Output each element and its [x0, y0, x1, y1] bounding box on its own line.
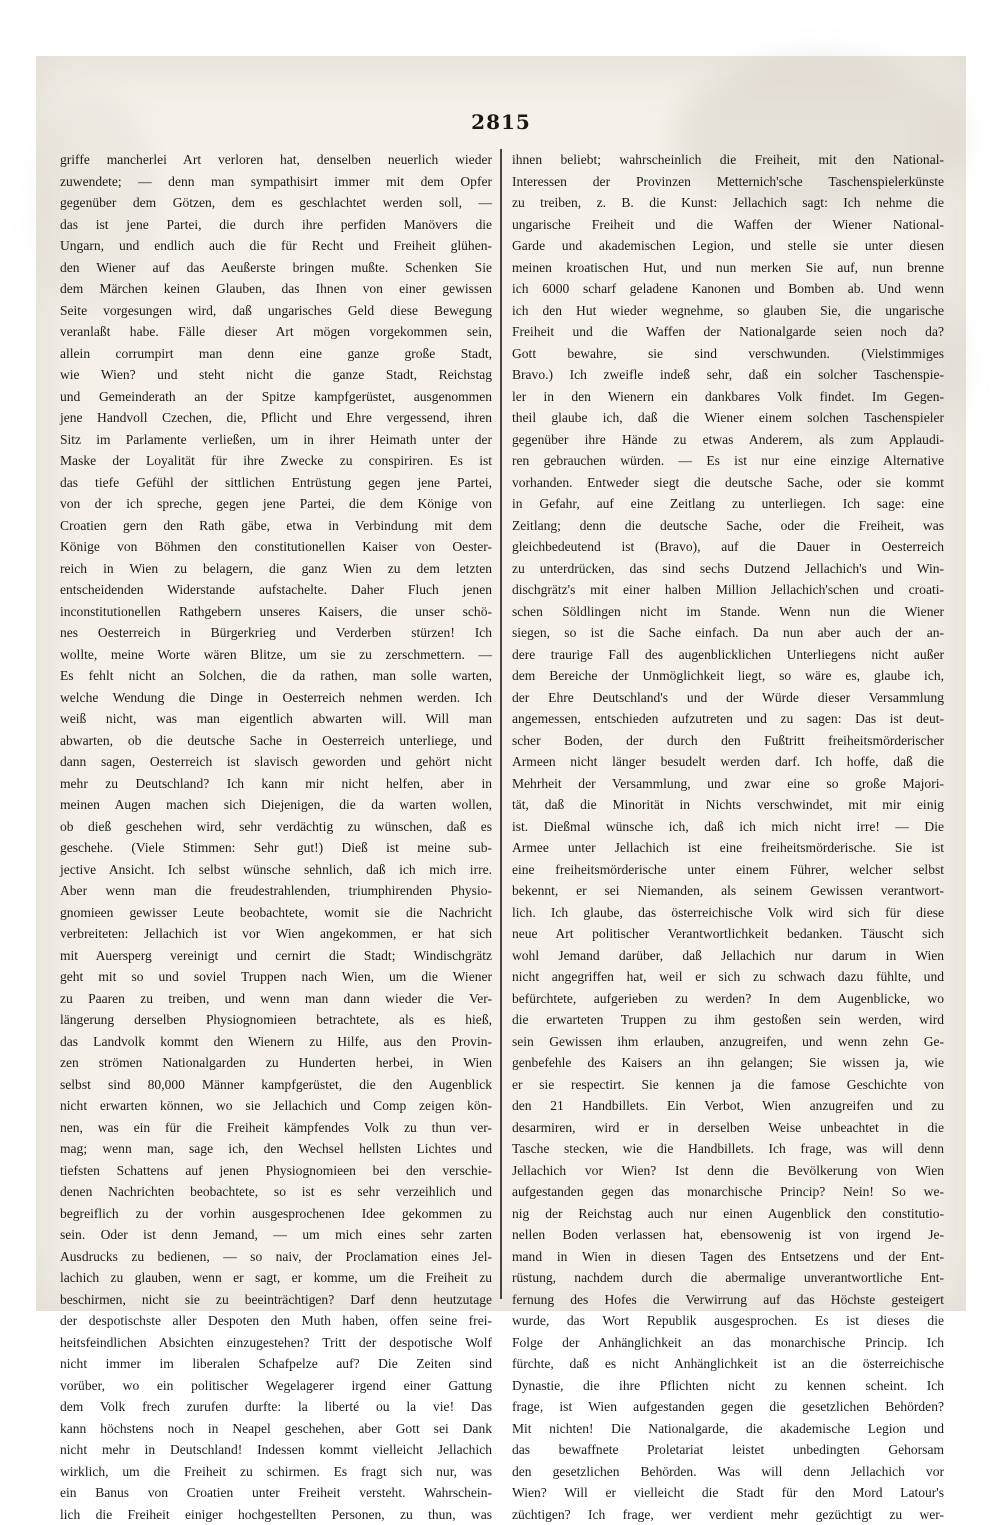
text-line: nicht angegriffen hat, weil er sich zu schwach dazu fühlte, und — [512, 966, 944, 988]
text-line: ein Banus von Croatien unter Freiheit versteht. Wahrschein- — [60, 1482, 492, 1504]
text-line: nicht immer im liberalen Schafpelze auf? Die Zeiten sind — [60, 1353, 492, 1375]
text-line: mand in Wien in diesen Tagen des Entsetzens und der Ent- — [512, 1246, 944, 1268]
text-line: Seite vorgesungen wird, daß ungarisches Geld diese Bewegung — [60, 300, 492, 322]
text-line: dem Volk frech zurufen durfte: la liberté ou la vie! Das — [60, 1396, 492, 1418]
text-line: geht mit so und soviel Truppen nach Wien, um die Wiener — [60, 966, 492, 988]
text-line: lich. Ich glaube, das österreichische Volk wird sich für diese — [512, 902, 944, 924]
text-line: bekennt, er sei Niemanden, als seinem Gewissen verantwort- — [512, 880, 944, 902]
text-line: jene Handvoll Czechen, die, Pflicht und Ehre vergessend, ihren — [60, 407, 492, 429]
text-line: ich 6000 scharf geladene Kanonen und Bomben ab. Und wenn — [512, 278, 944, 300]
text-line: Mehrheit der Versammlung, und zwar eine so große Majori- — [512, 773, 944, 795]
text-line: dere traurige Fall des augenblicklichen Unterliegens nicht außer — [512, 644, 944, 666]
text-line: das bewaffnete Proletariat leistet unbedingten Gehorsam — [512, 1439, 944, 1461]
text-line: jective Ansicht. Ich selbst wünsche sehnlich, daß ich mich irre. — [60, 859, 492, 881]
text-line: von der ich spreche, gegen jene Partei, die dem Könige von — [60, 493, 492, 515]
text-line: ren gebrauchen würden. — Es ist nur eine einzige Alternative — [512, 450, 944, 472]
text-line: ihnen beliebt; wahrscheinlich die Freiheit, mit den National- — [512, 149, 944, 171]
text-line: weiß nicht, was man eigentlich abwarten will. Will man — [60, 708, 492, 730]
page-sheet — [36, 56, 966, 1311]
text-line: in Gefahr, auf eine Zeitlang zu unterliegen. Ich sage: eine — [512, 493, 944, 515]
text-line: nig der Reichstag auch nur einen Augenblick den constitutio- — [512, 1203, 944, 1225]
text-line: der despotischste aller Despoten den Muth haben, offen seine frei- — [60, 1310, 492, 1332]
text-line: tät, daß die Minorität in Nichts verschwindet, mit mir einig — [512, 794, 944, 816]
text-line: heitsfeindlichen Absichten einzugestehen? Tritt der despotische Wolf — [60, 1332, 492, 1354]
text-line: wurde, das Wort Republik ausgesprochen. Es ist dieses die — [512, 1310, 944, 1332]
text-line: Armee unter Jellachich ist eine freiheitsmörderische. Sie ist — [512, 837, 944, 859]
text-line: das Landvolk kommt den Wienern zu Hilfe, aus den Provin- — [60, 1031, 492, 1053]
text-line: den gesetzlichen Behörden. Was will denn Jellachich vor — [512, 1461, 944, 1483]
text-line: kann höchstens noch in Neapel geschehen, aber Gott sei Dank — [60, 1418, 492, 1440]
text-line: mit Auersperg vereinigt und cernirt die Stadt; Windischgrätz — [60, 945, 492, 967]
text-line: verbreiteten: Jellachich ist vor Wien angekommen, er hat sich — [60, 923, 492, 945]
text-line: Freiheit und die Waffen der Nationalgarde seien noch da? — [512, 321, 944, 343]
text-line: nicht mehr in Deutschland! Indessen kommt vielleicht Jellachich — [60, 1439, 492, 1461]
text-line: aufgestanden gegen das monarchische Princip? Nein! So we- — [512, 1181, 944, 1203]
text-line: Bravo.) Ich zweifle indeß sehr, daß ein solcher Taschenspie- — [512, 364, 944, 386]
text-line: dischgrätz's mit einer halben Million Jellachich'schen und croati- — [512, 579, 944, 601]
text-line: Mit nichten! Die Nationalgarde, die akademische Legion und — [512, 1418, 944, 1440]
text-line: eine freiheitsmörderische unter einem Führer, welcher selbst — [512, 859, 944, 881]
text-line: Könige von Böhmen den constitutionellen Kaiser von Oester- — [60, 536, 492, 558]
text-line: der Ehre Deutschland's und der Würde dieser Versammlung — [512, 687, 944, 709]
text-line: angemessen, entschieden aufzutreten und zu sagen: Das ist deut- — [512, 708, 944, 730]
text-line: Ausdrucks zu bedienen, — so naiv, der Proclamation eines Jel- — [60, 1246, 492, 1268]
text-line: Folge der Anhänglichkeit an das monarchische Princip. Ich — [512, 1332, 944, 1354]
text-line: welche Wendung die Dinge in Oesterreich nehmen werden. Ich — [60, 687, 492, 709]
text-line: meinen kroatischen Hut, und nun merken Sie auf, nun brenne — [512, 257, 944, 279]
text-line: Garde und akademischen Legion, und stelle sie unter diesen — [512, 235, 944, 257]
text-line: befürchtete, aufgerieben zu werden? In dem Augenblicke, wo — [512, 988, 944, 1010]
text-line: veranlaßt habe. Fälle dieser Art mögen vorgekommen sein, — [60, 321, 492, 343]
page-number: 2815 — [36, 110, 966, 134]
text-line: tiefsten Schattens auf jenen Physiognomieen bei den verschie- — [60, 1160, 492, 1182]
text-line: züchtigen? Ich frage, wer verdient mehr gezüchtigt zu wer- — [512, 1504, 944, 1525]
text-line: genbefehle des Kaisers an ihn gelangen; Sie wissen ja, wie — [512, 1052, 944, 1074]
text-line: vorüber, wo ein politischer Wegelagerer irgend einer Gattung — [60, 1375, 492, 1397]
text-line: vorhanden. Entweder siegt die deutsche Sache, oder sie kommt — [512, 472, 944, 494]
text-line: Armeen nicht länger besudelt werden darf. Ich hoffe, daß die — [512, 751, 944, 773]
text-line: neue Art politischer Verantwortlichkeit bedanken. Täuscht sich — [512, 923, 944, 945]
text-line: frage, ist Wien aufgestanden gegen die gesetzlichen Behörden? — [512, 1396, 944, 1418]
text-line: wie Wien? und steht nicht die ganze Stadt, Reichstag — [60, 364, 492, 386]
text-line: ist. Dießmal wünsche ich, daß ich mich nicht irre! — Die — [512, 816, 944, 838]
left-column — [60, 149, 492, 1525]
text-line: denen Nachrichten beobachtete, so ist es sehr verzeihlich und — [60, 1181, 492, 1203]
text-line: zu unterdrücken, das sind sechs Dutzend Jellachich's und Win- — [512, 558, 944, 580]
text-line: zu Paaren zu treiben, und wenn man dann wieder die Ver- — [60, 988, 492, 1010]
text-line: schen Söldlingen nicht im Stande. Wenn nun die Wiener — [512, 601, 944, 623]
text-line: gegenüber dem Götzen, dem es geschlachtet werden soll, — — [60, 192, 492, 214]
text-line: dem Bereiche der Unmöglichkeit liegt, so wäre es, glaube ich, — [512, 665, 944, 687]
text-line: nellen Boden verlassen hat, ebensowenig ist von irgend Je- — [512, 1224, 944, 1246]
text-line: Zeitlang; denn die deutsche Sache, oder die Freiheit, was — [512, 515, 944, 537]
text-line: beschirmen, nicht sie zu beeinträchtigen? Darf denn heutzutage — [60, 1289, 492, 1311]
right-column — [512, 149, 944, 1525]
text-line: das ist jene Partei, die durch ihre perfiden Manövers die — [60, 214, 492, 236]
text-line: ler in den Wienern ein dankbares Volk findet. Im Gegen- — [512, 386, 944, 408]
column-divider — [500, 149, 502, 1299]
text-line: das tiefe Gefühl der sittlichen Entrüstung gegen jene Partei, — [60, 472, 492, 494]
text-line: zen strömen Nationalgarden zu Hunderten herbei, in Wien — [60, 1052, 492, 1074]
text-line: theil glaube ich, daß die Wiener einem solchen Taschenspieler — [512, 407, 944, 429]
text-line: Dynastie, die ihre Pflichten nicht zu kennen scheint. Ich — [512, 1375, 944, 1397]
text-line: nes Oesterreich in Bürgerkrieg und Verderben stürzen! Ich — [60, 622, 492, 644]
text-line: Maske der Loyalität für ihre Zwecke zu conspiriren. Es ist — [60, 450, 492, 472]
text-line: nicht erwarten können, wo sie Jellachich und Comp zeigen kön- — [60, 1095, 492, 1117]
text-line: Sitz im Parlamente verließen, um in ihrer Heimath unter der — [60, 429, 492, 451]
text-line: Jellachich vor Wien? Ist denn die Bevölkerung von Wien — [512, 1160, 944, 1182]
text-line: die erwarteten Truppen zu ihm gestoßen sein werden, wird — [512, 1009, 944, 1031]
text-line: ich den Hut wieder wegnehme, so glauben Sie, die ungarische — [512, 300, 944, 322]
text-line: scher Boden, der durch den Fußtritt freiheitsmörderischer — [512, 730, 944, 752]
text-line: lich die Freiheit einiger hochgestellten Personen, zu thun, was — [60, 1504, 492, 1525]
text-line: wohl Jemand darüber, daß Jellachich nur darum in Wien — [512, 945, 944, 967]
text-line: abwarten, ob die deutsche Sache in Oesterreich unterliege, und — [60, 730, 492, 752]
text-line: mag; wenn man, sage ich, den Wechsel hellsten Lichtes und — [60, 1138, 492, 1160]
text-line: gegenüber ihre Hände zu etwas Anderem, als zum Applaudi- — [512, 429, 944, 451]
text-line: ob dieß geschehen wird, sehr verdächtig zu wünschen, daß es — [60, 816, 492, 838]
text-line: reich in Wien zu belagern, die ganz Wien zu dem letzten — [60, 558, 492, 580]
text-line: zu treiben, z. B. die Kunst: Jellachich sagt: Ich nehme die — [512, 192, 944, 214]
text-line: Croatien gern den Rath gäbe, etwa in Verbindung mit dem — [60, 515, 492, 537]
text-line: zuwendete; — denn man sympathisirt immer mit dem Opfer — [60, 171, 492, 193]
text-line: dann sagen, Oesterreich ist slavisch geworden und gehört nicht — [60, 751, 492, 773]
text-line: längerung derselben Physiognomieen betrachtete, als es hieß, — [60, 1009, 492, 1031]
text-line: sein Gewissen ihm erlauben, anzugreifen, und wenn zehn Ge- — [512, 1031, 944, 1053]
text-line: den 21 Handbillets. Ein Verbot, Wien anzugreifen und zu — [512, 1095, 944, 1117]
text-line: lachich zu glauben, wenn er sagt, er komme, um die Freiheit zu — [60, 1267, 492, 1289]
text-line: und Gemeinderath an der Spitze kampfgerüstet, ausgenommen — [60, 386, 492, 408]
text-line: gnomieen gewisser Leute beobachtete, womit sie die Nachricht — [60, 902, 492, 924]
text-line: siegen, so ist die Sache einfach. Da nun aber auch der an- — [512, 622, 944, 644]
text-line: Aber wenn man die freudestrahlenden, triumphirenden Physio- — [60, 880, 492, 902]
text-line: entscheidenden Widerstande aufstachelte. Daher Fluch jenen — [60, 579, 492, 601]
text-line: sein. Oder ist denn Jemand, — um mich eines sehr zarten — [60, 1224, 492, 1246]
text-line: wollte, meine Worte wären Blitze, um sie zu zerschmettern. — — [60, 644, 492, 666]
text-line: Tasche stecken, wie die Handbillets. Ich frage, was will denn — [512, 1138, 944, 1160]
text-line: nen, was ein für die Freiheit kämpfendes Volk zu thun ver- — [60, 1117, 492, 1139]
text-line: wirklich, um die Freiheit zu schirmen. Es fragt sich nur, was — [60, 1461, 492, 1483]
text-line: rüstung, nachdem durch die abermalige unverantwortliche Ent- — [512, 1267, 944, 1289]
text-line: Gott bewahre, sie sind verschwunden. (Vielstimmiges — [512, 343, 944, 365]
text-line: fernung des Hofes die Verwirrung auf das Höchste gesteigert — [512, 1289, 944, 1311]
text-line: geschehe. (Viele Stimmen: Sehr gut!) Dieß ist meine sub- — [60, 837, 492, 859]
text-line: meinen Augen machen sich Diejenigen, die da warten wollen, — [60, 794, 492, 816]
text-line: allein corrumpirt man denn eine ganze große Stadt, — [60, 343, 492, 365]
text-line: fürchte, daß es nicht Anhänglichkeit ist an die österreichische — [512, 1353, 944, 1375]
text-line: inconstitutionellen Rathgebern unseres Kaisers, die unser schö- — [60, 601, 492, 623]
text-line: begreiflich zu der vorhin ausgesprochenen Idee gekommen zu — [60, 1203, 492, 1225]
text-line: Interessen der Provinzen Metternich'sche Taschenspielerkünste — [512, 171, 944, 193]
text-line: mehr zu Deutschland? Ich kann mir nicht helfen, aber in — [60, 773, 492, 795]
text-line: ungarische Freiheit und die Waffen der Wiener National- — [512, 214, 944, 236]
text-line: selbst sind 80,000 Männer kampfgerüstet, die den Augenblick — [60, 1074, 492, 1096]
text-line: desarmiren, wird er in derselben Weise unbeachtet in die — [512, 1117, 944, 1139]
text-line: gleichbedeutend ist (Bravo), auf die Dauer in Oesterreich — [512, 536, 944, 558]
text-line: er sie respectirt. Sie kennen ja die famose Geschichte von — [512, 1074, 944, 1096]
text-line: Ungarn, und endlich auch die für Recht und Freiheit glühen- — [60, 235, 492, 257]
text-line: Es fehlt nicht an Solchen, die da rathen, man solle warten, — [60, 665, 492, 687]
text-line: den Wiener auf das Aeußerste bringen mußte. Schenken Sie — [60, 257, 492, 279]
text-line: Wien? Will er vielleicht die Stadt für den Mord Latour's — [512, 1482, 944, 1504]
text-line: griffe mancherlei Art verloren hat, denselben neuerlich wieder — [60, 149, 492, 171]
text-line: dem Märchen keinen Glauben, das Ihnen von einer gewissen — [60, 278, 492, 300]
